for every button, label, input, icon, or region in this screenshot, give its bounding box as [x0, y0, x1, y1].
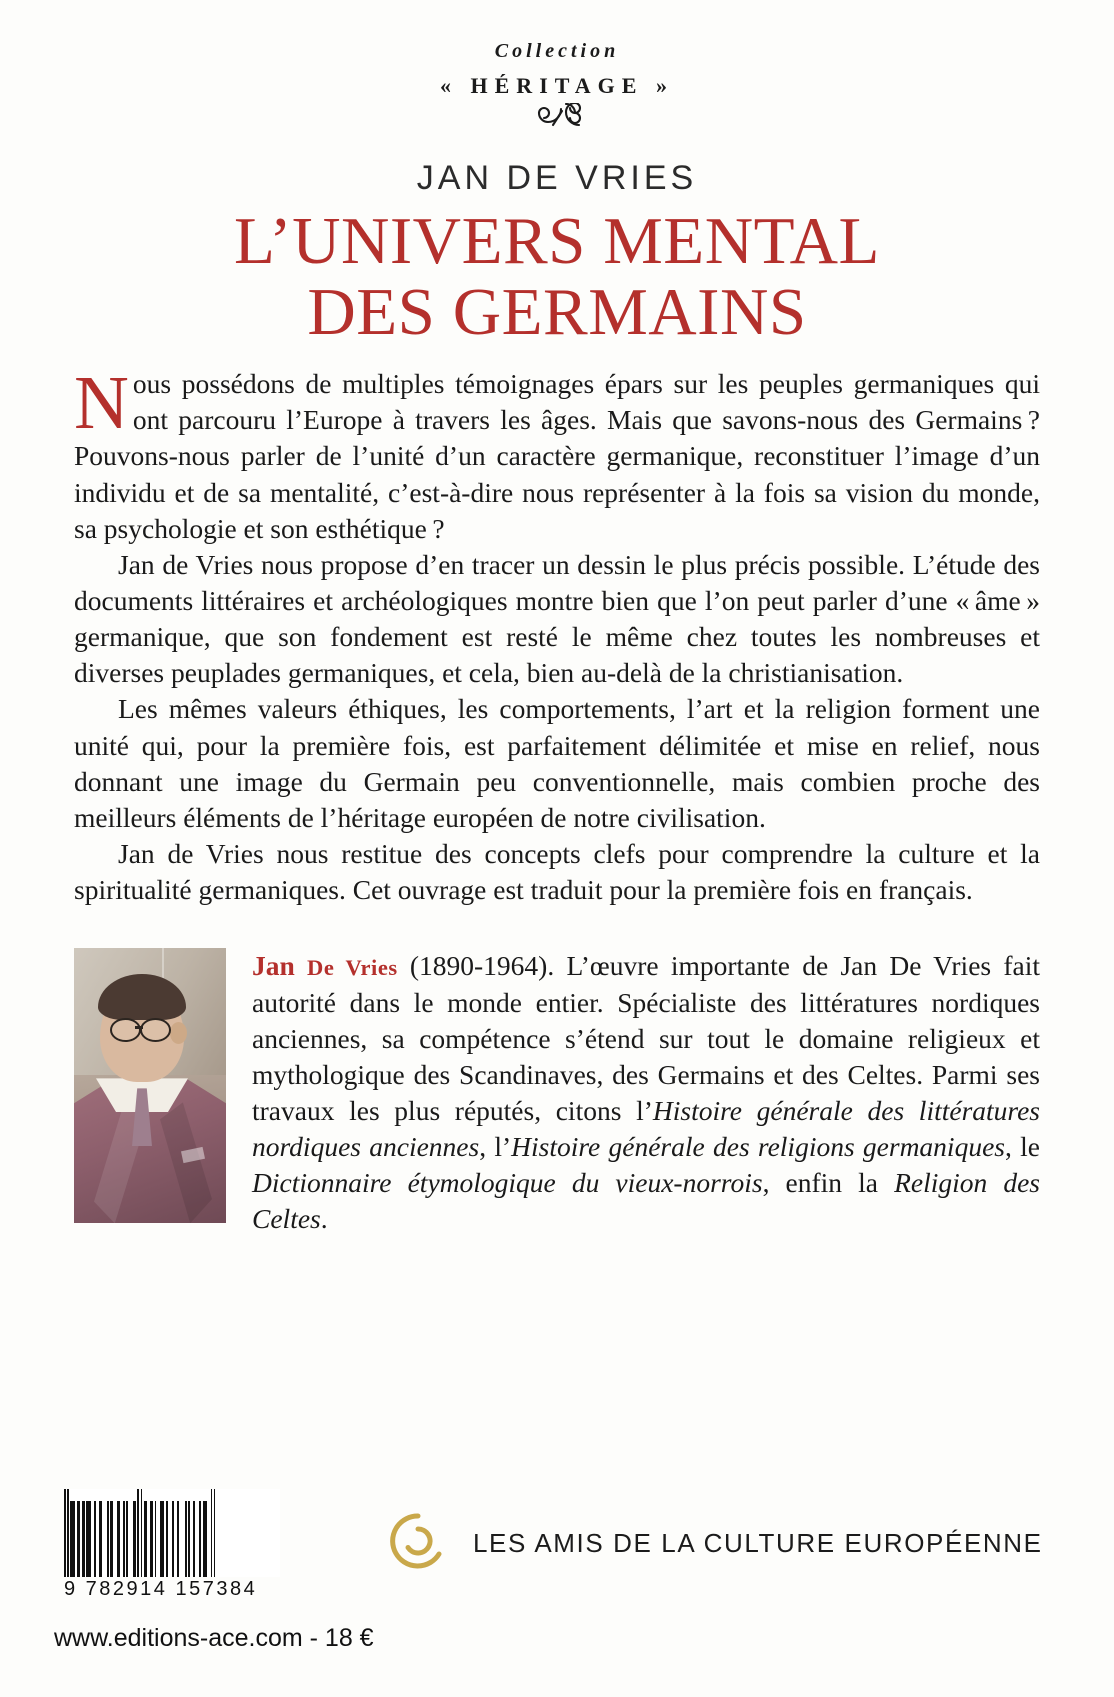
blurb-paragraph-2: Jan de Vries nous propose d’en tracer un dessin le plus précis possible. L’étude des documents littéraires et archéologiques montre bien que l’on peut parler d’une « âme » germanique, que son fondement est resté le même chez toutes les nombreuses et diverses peuplades germaniques, et cela, bien au-delà de la christianisation.: [74, 548, 1040, 689]
ean13-barcode: [64, 1489, 280, 1577]
blurb: [74, 361, 1040, 908]
author-bio-text: [252, 948, 1040, 1237]
bio-text-1: L’œuvre importante de Jan De Vries fait autorité dans le monde entier. Spécialiste des littératures nordiques anciennes, sa compétence s’étend sur tout le domaine religieux et mythologique des Scandinaves, des Germains et des Celtes. Parmi ses travaux les plus réputés, citons l’: [252, 950, 1040, 1126]
author-bio: [74, 948, 1040, 1237]
blurb-paragraph-4: Jan de Vries nous restitue des concepts clefs pour comprendre la culture et la spiritualité germaniques. Cet ouvrage est traduit pour la première fois en français.: [74, 838, 1040, 906]
bio-name-last: De Vries: [307, 955, 398, 981]
bio-text-5: .: [320, 1203, 328, 1235]
bio-dates: (1890-1964).: [397, 950, 567, 982]
cover-footer: [0, 1397, 1114, 1697]
book-title-line-2: DES GERMAINS: [307, 275, 807, 350]
author-name: JAN DE VRIES: [416, 159, 698, 197]
website-and-price: www.editions-ace.com - 18 €: [54, 1624, 374, 1652]
blurb-paragraph-1-text: ous possédons de multiples témoignages épars sur les peuples germaniques qui ont parcouru l’Europe à travers les âges. Mais que savons-nous des Germains ? Pouvons-nous parler de l’unité d’un caractère germanique, reconstituer l’image d’un individu et de sa mentalité, c’est-à-dire nous représenter à la fois sa vision du monde, sa psychologie et son esthétique ?: [74, 368, 1040, 544]
double-spiral-ornament-icon: [0, 103, 1114, 137]
book-title: [0, 206, 1114, 348]
author-portrait: [74, 948, 226, 1223]
publisher-name: LES AMIS DE LA CULTURE EUROPÉENNE: [473, 1528, 1043, 1558]
bio-text-4: , enfin la: [762, 1167, 895, 1199]
blurb-paragraph-3: Les mêmes valeurs éthiques, les comportements, l’art et la religion forment une unité qui, pour la première fois, est parfaitement délimitée et mise en relief, nous donnant une image du Germain peu conventionnelle, mais combien proche des meilleurs éléments de l’héritage européen de notre civilisation.: [74, 693, 1040, 833]
bio-author-name: [252, 950, 398, 981]
bio-text-2: , l’: [479, 1131, 512, 1163]
bio-work-title-3: Dictionnaire étymologique du vieux-norrois: [252, 1167, 763, 1199]
bio-work-title-1: Histoire générale des littératures nordiques anciennes: [252, 1095, 1041, 1163]
bio-work-title-4: Religion des Celtes: [252, 1167, 1040, 1235]
collection-header: [0, 0, 1114, 137]
collection-label: Collection: [494, 40, 620, 62]
book-title-line-1: L’UNIVERS MENTAL: [234, 204, 880, 278]
bio-work-title-2: Histoire générale des religions germaniques: [511, 1131, 1005, 1163]
bio-name-first: Jan: [252, 950, 295, 982]
swirl-spiral-logo-icon: [385, 1508, 451, 1579]
isbn-digits: 9 782914 157384: [64, 1578, 258, 1600]
blurb-paragraph-1: [74, 361, 1040, 547]
bio-text-3: , le: [1004, 1131, 1040, 1163]
publisher-block: [385, 1508, 1043, 1579]
barcode-block: [64, 1489, 280, 1601]
drop-cap: N: [74, 361, 129, 446]
portrait-glasses-bridge: [135, 1026, 143, 1029]
collection-name: « HÉRITAGE »: [440, 73, 674, 98]
